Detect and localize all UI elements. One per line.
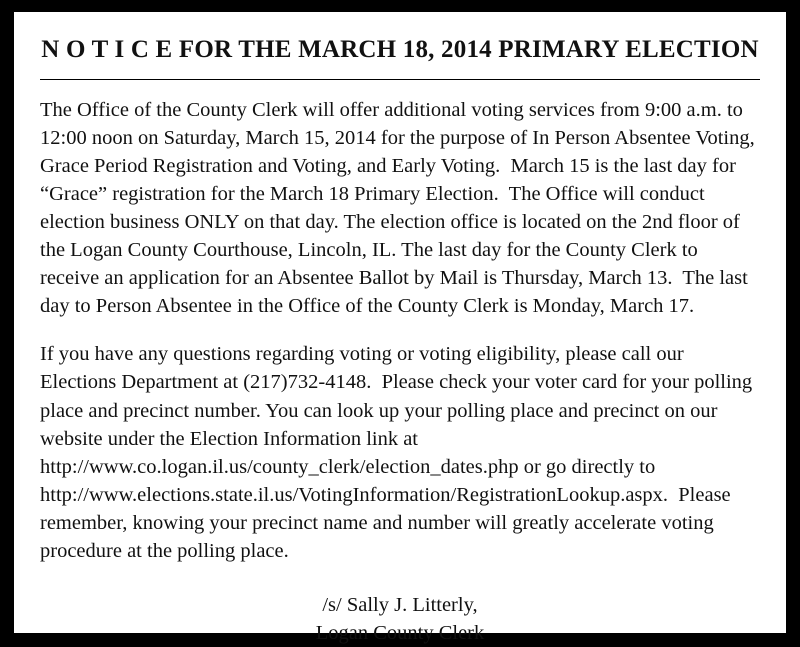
notice-paragraph-1: The Office of the County Clerk will offer additional voting services from 9:00 a.m. to 12:00 noon on Saturday, March 15, 2014 for the purpose of In Person Absentee Voting, Grace Period Registration and Voting, and Early Voting. March 15 is the last day for “Grace” registration for the March 18 Primary Election. The Office will conduct election business ONLY on that day. The election office is located on the 2nd floor of the Logan County Courthouse, Lincoln, IL. The last day for the County Clerk to receive an application for an Absentee Ballot by Mail is Thursday, March 13. The last day to Person Absentee in the Office of the County Clerk is Monday, March 17. (40, 98, 760, 318)
page-title: N O T I C E FOR THE MARCH 18, 2014 PRIMARY ELECTION (41, 36, 759, 63)
notice-paragraph-2: If you have any questions regarding voting or voting eligibility, please call our Elections Department at (217)732-4148. Please check your voter card for your polling place and precinct number. You can look up your polling place and precinct on our website under the Election Information link at http://www.co.logan.il.us/county_clerk/election_dates.php or go directly to http://www.elections.state.il.us/VotingInformation/RegistrationLookup.aspx. Please remember, knowing your precinct name and number will greatly accelerate voting procedure at the polling place. (40, 343, 758, 562)
signature-block (40, 591, 760, 647)
title-divider (40, 79, 760, 80)
notice-document (14, 12, 786, 645)
signature-name: /s/ Sally J. Litterly, (322, 594, 478, 616)
signature-office: Logan County Clerk (315, 622, 485, 645)
